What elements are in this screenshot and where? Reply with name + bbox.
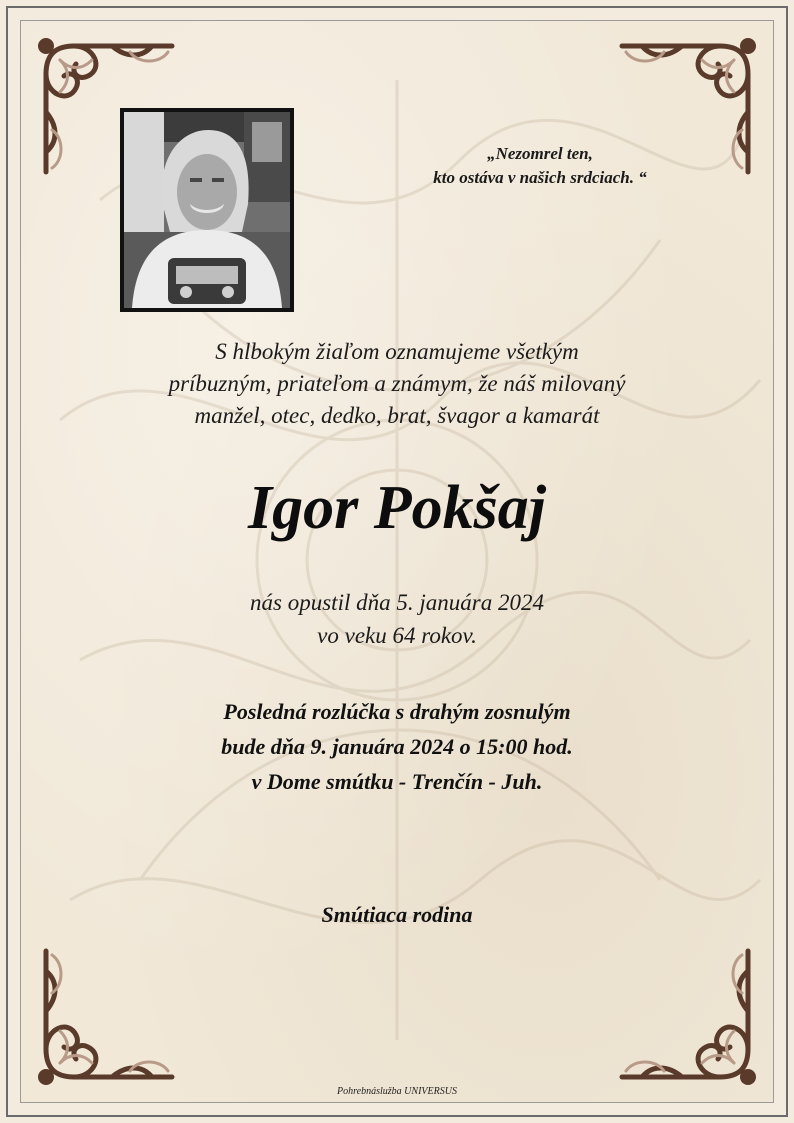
funeral-details — [97, 694, 697, 799]
corner-ornament-bottom-right — [610, 939, 760, 1089]
intro-line-1: S hlbokým žiaľom oznamujeme všetkým — [215, 339, 579, 364]
age-line: vo veku 64 rokov. — [317, 623, 477, 648]
mourning-family-signature: Smútiaca rodina — [321, 902, 473, 927]
funeral-line-1: Posledná rozlúčka s drahým zosnulým — [223, 699, 571, 724]
deceased-name: Igor Pokšaj — [248, 474, 546, 542]
funeral-line-3: v Dome smútku - Trenčín - Juh. — [251, 769, 543, 794]
announcement-intro — [97, 336, 697, 432]
intro-line-2: príbuzným, priateľom a známym, že náš milovaný — [168, 371, 626, 396]
motto-line-2: kto ostáva v našich srdciach. “ — [433, 168, 647, 187]
portrait-image — [124, 112, 290, 308]
corner-knob — [38, 38, 54, 54]
death-date-line: nás opustil dňa 5. januára 2024 — [250, 590, 544, 615]
funeral-line-2: bude dňa 9. januára 2024 o 15:00 hod. — [221, 734, 573, 759]
intro-line-3: manžel, otec, dedko, brat, švagor a kamarát — [194, 403, 600, 428]
funeral-service-credit: Pohrebnáslužba UNIVERSUS — [337, 1086, 457, 1097]
motto-quote — [380, 142, 700, 190]
death-details — [147, 586, 647, 652]
deceased-portrait-photo — [120, 108, 294, 312]
corner-ornament-bottom-left — [34, 939, 184, 1089]
motto-line-1: „Nezomrel ten, — [487, 144, 593, 163]
